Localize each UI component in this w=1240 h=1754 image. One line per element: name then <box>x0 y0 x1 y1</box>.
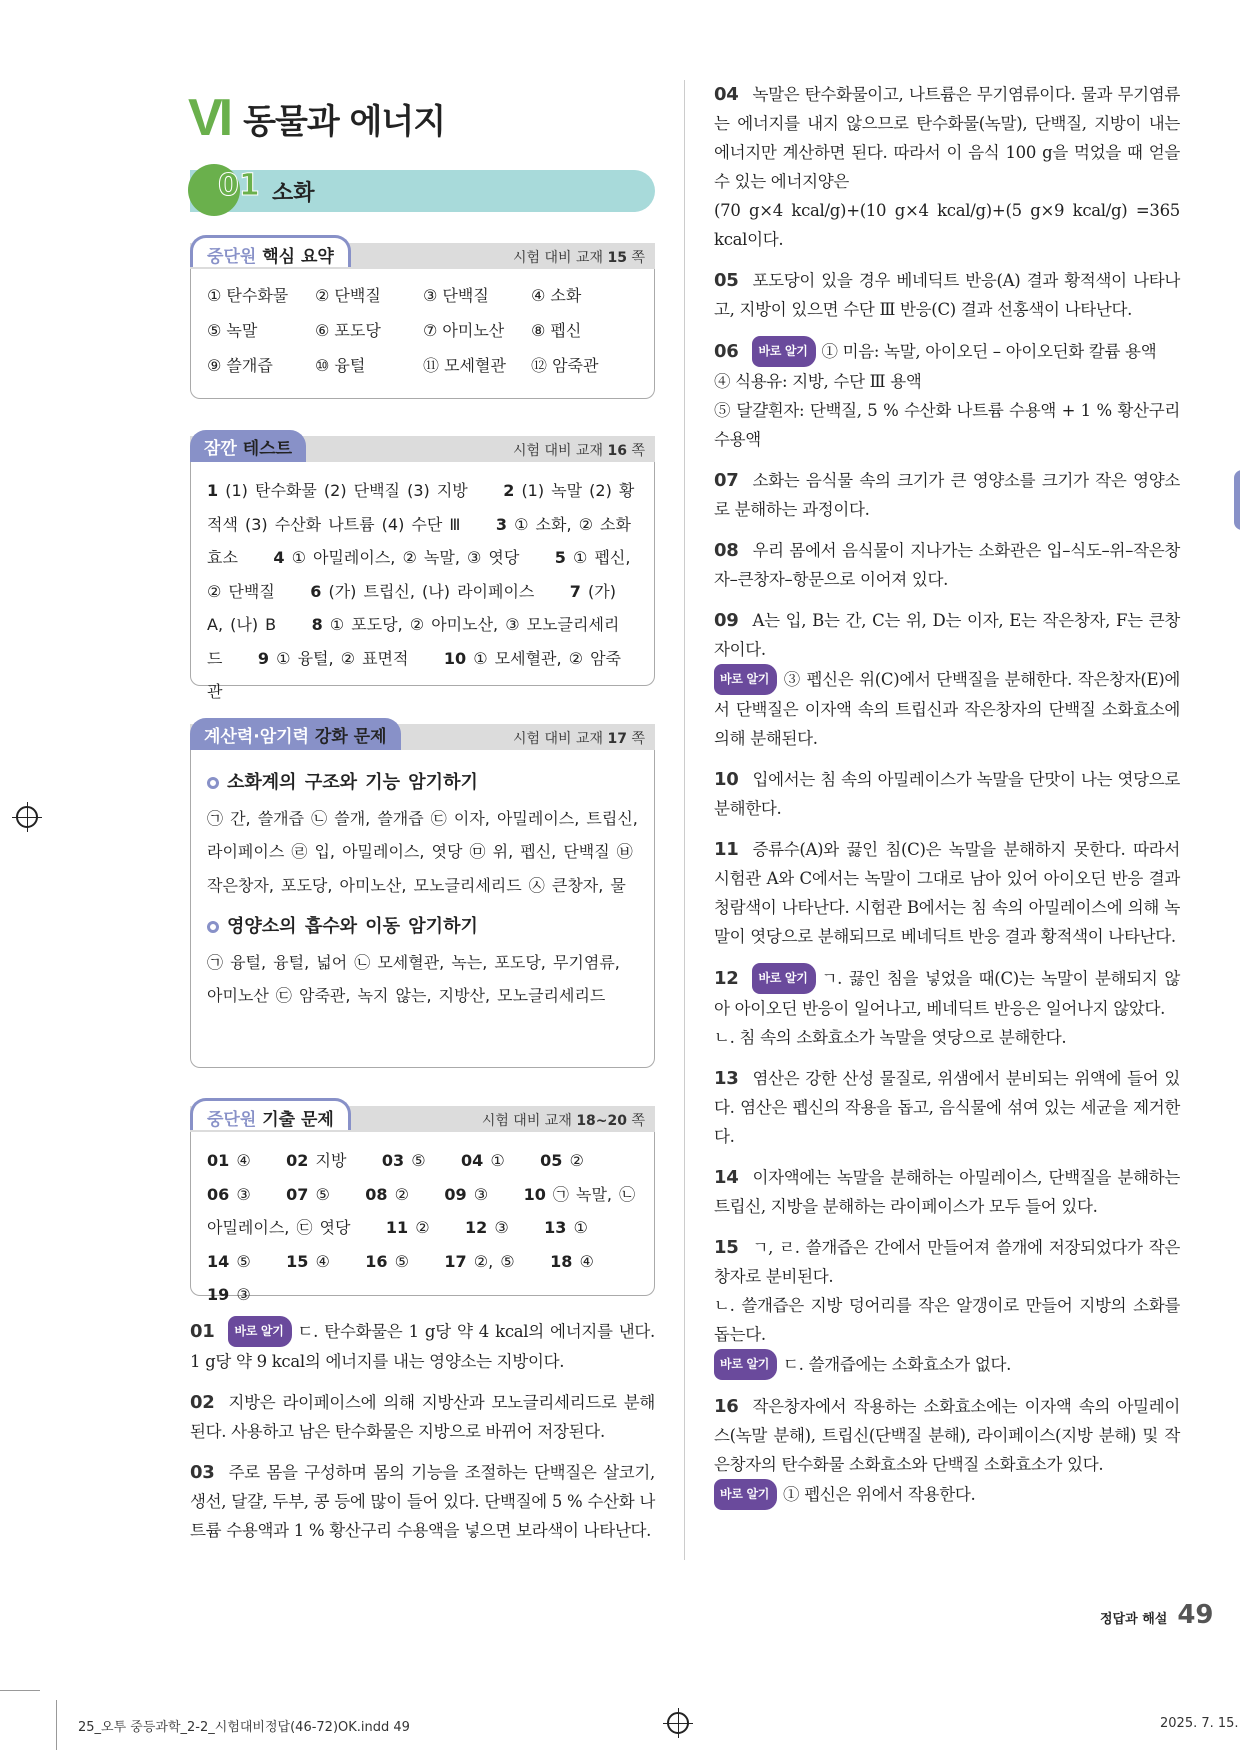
exam-answer <box>386 1218 430 1237</box>
exam-box <box>190 1132 655 1304</box>
exam-answer <box>286 1151 346 1170</box>
answer-text: ② <box>415 1218 430 1237</box>
ref-page: 16 <box>607 443 628 459</box>
explanation-text: ㄴ. 침 속의 소화효소가 녹말을 엿당으로 분해한다. <box>714 1028 1067 1047</box>
exam-answer <box>207 1185 251 1204</box>
quiz-tab <box>190 430 306 462</box>
answer-number: 7 <box>569 581 581 601</box>
summary-item: ⑥ 포도당 <box>315 321 381 340</box>
chapter-name: 동물과 에너지 <box>243 101 446 142</box>
answer-number: 01 <box>207 1151 230 1170</box>
item-number: 16 <box>714 1396 739 1417</box>
tab-label-a: 잠깐 <box>204 439 237 459</box>
exam-answer <box>286 1252 330 1271</box>
explanation-item <box>714 1163 1180 1221</box>
answer-number: 2 <box>503 481 515 500</box>
correction-badge: 바로 알기 <box>714 664 777 695</box>
quiz-ref <box>513 440 645 460</box>
answer-text: ① 포도당, ② 아미노산, ③ 모노글리세리드 <box>207 615 620 668</box>
answer-number: 18 <box>550 1251 573 1271</box>
exam-answer <box>444 1252 514 1271</box>
explanation-text: 염산은 강한 산성 물질로, 위샘에서 분비되는 위액에 들어 있다. 염산은 펩신의 작용을 돕고, 음식물에 섞여 있는 세균을 제거한다. <box>714 1069 1180 1146</box>
summary-item: ④ 소화 <box>531 286 582 305</box>
print-slug: 25_오투 중등과학_2-2_시험대비정답(46-72)OK.indd 49 <box>78 1720 410 1735</box>
item-number: 04 <box>714 84 739 105</box>
answer-text: ① 융털, ② 표면적 <box>276 648 409 668</box>
answer-number: 17 <box>444 1251 467 1271</box>
correction-badge: 바로 알기 <box>752 336 815 367</box>
exam-answer <box>550 1252 594 1271</box>
answer-number: 09 <box>444 1184 467 1204</box>
tab-label-a: 중단원 <box>207 247 257 267</box>
explanation-item <box>714 1064 1180 1151</box>
answer-number: 9 <box>257 648 270 668</box>
summary-item: ⑨ 쓸개즙 <box>207 356 273 375</box>
ref-label: 시험 대비 교재 <box>481 1113 577 1129</box>
answer-number: 11 <box>385 1218 409 1237</box>
footer-label: 정답과 해설 <box>1100 1612 1168 1627</box>
answer-number: 08 <box>365 1184 388 1204</box>
exam-answers <box>191 1132 654 1324</box>
drill-group-text: ㉠ 간, 쓸개즙 ㉡ 쓸개, 쓸개즙 ㉢ 이자, 아밀레이스, 트립신, 라이페이스 ㉣ 입, 아밀레이스, 엿당 ㉤ 위, 펩신, 단백질 ㉥ 작은창자, 포도당, 아미노산, 모노글리세리드 ㉦ 큰창자, 물 <box>207 808 638 895</box>
correction-badge: 바로 알기 <box>714 1349 777 1380</box>
summary-box <box>190 269 655 399</box>
answer-text: ⑤ <box>394 1251 409 1271</box>
drill-group-title <box>207 910 638 944</box>
answer-text: ③ <box>236 1285 251 1304</box>
ref-label: 시험 대비 교재 <box>513 731 608 747</box>
explanation-text: 증류수(A)와 끓인 침(C)은 녹말을 분해하지 못한다. 따라서 시험관 A와 C에서는 녹말이 그대로 남아 있어 아이오딘 반응 결과 청람색이 나타난다. 시험관 B에서는 침 속의 아밀레이스에 의해 녹말이 엿당으로 분해되므로 베네딕트 반응 결과 황적색이 나타난다. <box>714 840 1180 946</box>
answer-number: 10 <box>443 648 467 668</box>
explanation-text: 우리 몸에서 음식물이 지나가는 소화관은 입–식도–위–작은창자–큰창자–항문으로 이어져 있다. <box>714 541 1180 589</box>
exam-answer <box>465 1218 509 1237</box>
item-number: 14 <box>714 1167 739 1188</box>
explanation-text: ③ 펩신은 위(C)에서 단백질을 분해한다. 작은창자(E)에서 단백질은 이자액 속의 트립신과 작은창자의 단백질 소화효소에 의해 분해된다. <box>714 670 1180 748</box>
answer-number: 16 <box>365 1251 388 1271</box>
item-number: 01 <box>190 1321 215 1342</box>
answer-text: ① 아밀레이스, ② 녹말, ③ 엿당 <box>291 548 520 567</box>
tab-label-b: 테스트 <box>242 439 293 459</box>
summary-item: ⑩ 융털 <box>315 356 366 375</box>
answer-text: ⑤ <box>315 1184 330 1204</box>
quiz-answer <box>310 582 534 601</box>
answer-number: 02 <box>286 1151 309 1170</box>
answer-number: 04 <box>461 1151 484 1170</box>
explanation-item <box>190 1388 655 1446</box>
bullet-icon <box>207 921 219 933</box>
explanation-text: 입에서는 침 속의 아밀레이스가 녹말을 단맛이 나는 엿당으로 분해한다. <box>714 770 1180 818</box>
item-number: 11 <box>714 839 739 860</box>
explanations-left <box>190 1316 655 1557</box>
explanation-item <box>714 266 1180 324</box>
ref-page: 17 <box>607 731 628 747</box>
answer-number: 12 <box>465 1218 488 1237</box>
answer-number: 14 <box>207 1251 230 1271</box>
item-number: 02 <box>190 1392 215 1413</box>
exam-answer <box>540 1151 584 1170</box>
explanation-item <box>714 336 1180 454</box>
column-divider <box>684 80 685 1560</box>
explanation-text: ④ 식용유: 지방, 수단 Ⅲ 용액 <box>714 372 922 391</box>
correction-badge: 바로 알기 <box>714 1479 777 1510</box>
exam-header <box>190 1106 655 1132</box>
print-date: 2025. 7. 15. <box>1160 1716 1239 1731</box>
drill-title-text: 영양소의 흡수와 이동 암기하기 <box>227 916 478 937</box>
section-number: 01 <box>218 168 260 203</box>
explanation-item <box>714 606 1180 753</box>
explanation-text: 포도당이 있을 경우 베네딕트 반응(A) 결과 황적색이 나타나고, 지방이 있으면 수단 Ⅲ 반응(C) 결과 선홍색이 나타난다. <box>714 271 1180 319</box>
answer-number: 3 <box>495 514 508 534</box>
answer-text: ④ <box>315 1251 330 1271</box>
bullet-icon <box>207 777 219 789</box>
exam-answer <box>461 1151 505 1170</box>
item-number: 09 <box>714 610 739 631</box>
explanation-item <box>190 1458 655 1545</box>
answer-text: ③ <box>473 1184 489 1204</box>
exam-answer <box>365 1185 409 1204</box>
explanation-text: (70 g×4 kcal/g)+(10 g×4 kcal/g)+(5 g×9 kcal/g) =365 kcal이다. <box>714 201 1180 249</box>
explanation-text: 지방은 라이페이스에 의해 지방산과 모노글리세리드로 분해된다. 사용하고 남은 탄수화물은 지방으로 바뀌어 저장된다. <box>190 1393 655 1441</box>
quiz-box <box>190 462 655 701</box>
answer-number: 15 <box>286 1251 309 1271</box>
answer-text: (1) 탄수화물 (2) 단백질 (3) 지방 <box>225 481 468 500</box>
summary-ref <box>513 247 645 267</box>
answer-number: 8 <box>311 615 323 634</box>
explanation-text: 녹말은 탄수화물이고, 나트륨은 무기염류이다. 물과 무기염류는 에너지를 내지 않으므로 탄수화물(녹말), 단백질, 지방이 내는 에너지만 계산하면 된다. 따라서 이 음식 100 g을 먹었을 때 얻을 수 있는 에너지양은 <box>714 85 1180 191</box>
answer-text: ① <box>490 1151 505 1170</box>
ref-unit: 쪽 <box>627 1113 645 1129</box>
explanation-text: 주로 몸을 구성하며 몸의 기능을 조절하는 단백질은 살코기, 생선, 달걀, 두부, 콩 등에 많이 들어 있다. 단백질에 5 % 수산화 나트륨 수용액과 1 % 황산구리 수용액을 넣으면 보라색이 나타난다. <box>190 1463 655 1540</box>
explanation-text: ① 미음: 녹말, 아이오딘 – 아이오딘화 칼륨 용액 <box>821 342 1157 361</box>
answer-text: ① 소화, ② 소화효소 <box>207 514 631 567</box>
ref-label: 시험 대비 교재 <box>513 250 608 266</box>
answer-number: 03 <box>381 1151 405 1170</box>
item-number: 10 <box>714 769 739 790</box>
quiz-header <box>190 436 655 462</box>
ref-page: 18~20 <box>576 1113 628 1129</box>
summary-item: ② 단백질 <box>315 286 381 305</box>
explanation-text: ㄷ. 탄수화물은 1 g당 약 4 kcal의 에너지를 낸다. 1 g당 약 9 kcal의 에너지를 내는 영양소는 지방이다. <box>190 1322 655 1371</box>
crop-mark <box>56 1700 57 1750</box>
explanation-item <box>714 835 1180 951</box>
item-number: 12 <box>714 968 739 989</box>
answer-text: ② <box>394 1184 409 1204</box>
page-number: 49 <box>1177 1600 1214 1630</box>
registration-mark-icon <box>16 806 38 828</box>
answer-number: 10 <box>523 1184 546 1204</box>
correction-badge: 바로 알기 <box>752 963 815 994</box>
answer-text: ③ <box>236 1184 251 1204</box>
item-number: 06 <box>714 341 739 362</box>
drill-title-text: 소화계의 구조와 기능 암기하기 <box>227 772 478 793</box>
exam-answer <box>365 1252 409 1271</box>
answer-number: 4 <box>273 548 285 567</box>
explanation-item <box>714 80 1180 254</box>
chapter-roman: VI <box>188 89 230 147</box>
answer-number: 6 <box>310 581 322 601</box>
quiz-answer <box>207 481 468 500</box>
explanation-item <box>714 1233 1180 1380</box>
drill-tab <box>190 718 401 750</box>
answer-text: ② <box>569 1151 584 1170</box>
answer-text: ④ <box>579 1251 594 1271</box>
explanation-item <box>714 466 1180 524</box>
exam-answer <box>207 1252 251 1271</box>
quiz-answer <box>273 548 519 567</box>
explanation-item <box>190 1316 655 1376</box>
answer-text: ㉠ 녹말, ㉡ 아밀레이스, ㉢ 엿당 <box>207 1184 636 1237</box>
answer-number: 05 <box>540 1151 563 1170</box>
crop-mark <box>0 1690 40 1691</box>
answer-number: 13 <box>544 1218 567 1237</box>
registration-mark-icon <box>667 1712 689 1734</box>
ref-unit: 쪽 <box>627 731 645 747</box>
explanation-text: ① 펩신은 위에서 작용한다. <box>783 1485 976 1504</box>
summary-tab <box>190 235 351 267</box>
explanation-item <box>714 765 1180 823</box>
answer-number: 19 <box>207 1285 230 1304</box>
summary-item: ⑤ 녹말 <box>207 321 258 340</box>
correction-badge: 바로 알기 <box>228 1316 291 1347</box>
explanation-item <box>714 1392 1180 1510</box>
explanation-text: A는 입, B는 간, C는 위, D는 이자, E는 작은창자, F는 큰창자이다. <box>714 611 1180 659</box>
tab-label-a: 중단원 <box>207 1110 257 1130</box>
summary-item: ① 탄수화물 <box>207 286 289 305</box>
explanation-text: 소화는 음식물 속의 크기가 큰 영양소를 크기가 작은 영양소로 분해하는 과정이다. <box>714 471 1180 519</box>
tab-label-b: 강화 문제 <box>314 727 387 747</box>
explanation-text: ㄷ. 쓸개즙에는 소화효소가 없다. <box>783 1355 1012 1374</box>
answer-number: 1 <box>207 481 219 500</box>
drill-ref <box>513 728 645 748</box>
exam-answer <box>207 1151 251 1170</box>
answer-number: 07 <box>286 1184 309 1204</box>
item-number: 08 <box>714 540 739 561</box>
item-number: 03 <box>190 1462 215 1483</box>
explanation-text: ㄱ. 끓인 침을 넣었을 때(C)는 녹말이 분해되지 않아 아이오딘 반응이 일어나고, 베네딕트 반응은 일어나지 않았다. <box>714 969 1180 1018</box>
answer-text: (가) A, (나) B <box>207 581 616 634</box>
item-number: 13 <box>714 1068 739 1089</box>
page-footer <box>1100 1600 1214 1630</box>
side-tab <box>1234 470 1240 530</box>
answer-text: ③ <box>494 1218 509 1237</box>
item-number: 15 <box>714 1237 739 1258</box>
drill-header <box>190 724 655 750</box>
summary-list <box>191 269 654 390</box>
drill-group-text: ㉠ 융털, 융털, 넓어 ㉡ 모세혈관, 녹는, 포도당, 무기염류, 아미노산 ㉢ 암죽관, 녹지 않는, 지방산, 모노글리세리드 <box>207 952 620 1005</box>
tab-label-b: 기출 문제 <box>262 1110 334 1130</box>
exam-answer <box>444 1185 488 1204</box>
summary-item: ⑧ 펩신 <box>531 321 582 340</box>
quiz-answers <box>191 462 654 721</box>
explanation-text: ⑤ 달걀흰자: 단백질, 5 % 수산화 나트륨 수용액 + 1 % 황산구리 수용액 <box>714 401 1180 449</box>
answer-text: 지방 <box>315 1151 347 1170</box>
explanation-text: 작은창자에서 작용하는 소화효소에는 이자액 속의 아밀레이스(녹말 분해), 트립신(단백질 분해), 라이페이스(지방 분해) 및 작은창자의 탄수화물 소화효소와 단백질 소화효소가 있다. <box>714 1397 1180 1474</box>
drill-groups <box>191 750 654 1033</box>
summary-item: ⑫ 암죽관 <box>531 356 599 375</box>
explanation-text: ㄴ. 쓸개즙은 지방 덩어리를 작은 알갱이로 만들어 지방의 소화를 돕는다. <box>714 1296 1180 1344</box>
answer-number: 06 <box>207 1184 230 1204</box>
ref-unit: 쪽 <box>627 443 645 459</box>
answer-text: ②, ⑤ <box>473 1251 515 1271</box>
tab-label-b: 핵심 요약 <box>262 247 334 267</box>
exam-answer <box>382 1151 426 1170</box>
answer-text: (1) 녹말 (2) 황적색 (3) 수산화 나트륨 (4) 수단 Ⅲ <box>207 481 635 534</box>
item-number: 07 <box>714 470 739 491</box>
explanation-text: ㄱ, ㄹ. 쓸개즙은 간에서 만들어져 쓸개에 저장되었다가 작은창자로 분비된다. <box>714 1238 1180 1286</box>
exam-answer <box>207 1285 251 1304</box>
tab-label-a: 계산력·암기력 <box>204 727 309 747</box>
summary-item: ⑪ 모세혈관 <box>423 356 506 375</box>
chapter-title <box>188 88 445 148</box>
summary-item: ⑦ 아미노산 <box>423 321 505 340</box>
ref-page: 15 <box>607 250 628 266</box>
drill-box <box>190 750 655 1068</box>
exam-tab <box>190 1098 351 1130</box>
answer-text: ⑤ <box>411 1151 426 1170</box>
answer-text: ① <box>573 1218 588 1237</box>
explanation-item <box>714 963 1180 1052</box>
explanations-right <box>714 80 1180 1522</box>
exam-answer <box>286 1185 330 1204</box>
drill-group-title <box>207 766 638 800</box>
exam-answer <box>544 1218 588 1237</box>
answer-text: ① 펩신, ② 단백질 <box>207 548 631 601</box>
ref-label: 시험 대비 교재 <box>513 443 608 459</box>
answer-number: 5 <box>554 548 566 567</box>
answer-text: ④ <box>236 1151 251 1170</box>
explanation-text: 이자액에는 녹말을 분해하는 아밀레이스, 단백질을 분해하는 트립신, 지방을 분해하는 라이페이스가 모두 들어 있다. <box>714 1168 1180 1216</box>
ref-unit: 쪽 <box>627 250 645 266</box>
summary-item: ③ 단백질 <box>423 286 489 305</box>
section-bar <box>190 170 655 212</box>
exam-ref <box>482 1110 645 1130</box>
section-title: 소화 <box>272 181 315 206</box>
answer-text: ① 모세혈관, ② 암죽관 <box>207 648 622 701</box>
quiz-answer <box>258 649 409 668</box>
explanation-item <box>714 536 1180 594</box>
summary-header <box>190 243 655 269</box>
answer-text: (가) 트립신, (나) 라이페이스 <box>328 581 535 601</box>
item-number: 05 <box>714 270 739 291</box>
answer-text: ⑤ <box>236 1251 251 1271</box>
